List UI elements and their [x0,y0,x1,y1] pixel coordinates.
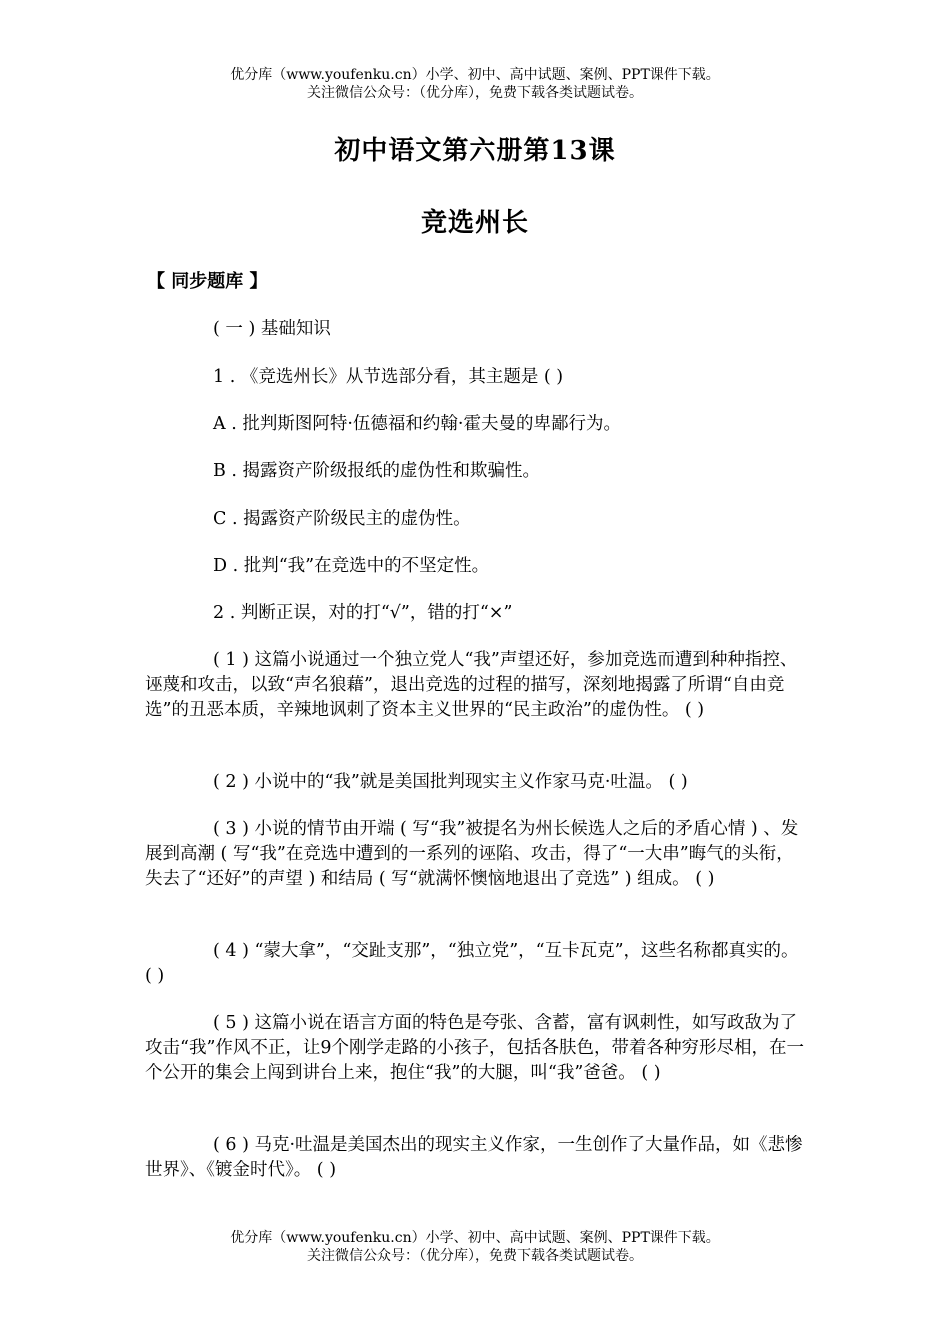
footer-line-2: 关注微信公众号：（优分库），免费下载各类试题试卷。 [307,1248,643,1264]
header-line-1: 优分库（www.youfenku.cn）小学、初中、高中试题、案例、PPT课件下载。 [230,67,720,83]
page-footer [0,1229,950,1265]
lesson-title: 竞选州长 [420,208,529,238]
question-1-option-b: B . 揭露资产阶级报纸的虚伪性和欺骗性。 [213,461,541,481]
section-tag: 【 同步题库 】 [147,271,268,292]
question-1-stem: 1 . 《竞选州长》从节选部分看，其主题是 ( ) [213,367,564,387]
header-line-2: 关注微信公众号：（优分库），免费下载各类试题试卷。 [307,85,643,101]
part-heading: ( 一 ) 基础知识 [213,319,331,339]
question-1-option-c: C . 揭露资产阶级民主的虚伪性。 [213,509,471,529]
question-2-item-1: ( 1 ) 这篇小说通过一个独立党人“我”声望还好，参加竞选而遭到种种指控、诬蔑和攻击，以致“声名狼藉”，退出竞选的过程的描写，深刻地揭露了所谓“自由竞选”的丑恶本质，辛辣地讽刺了资本主义世界的“民主政治”的虚伪性。 ( ) [145,650,798,720]
question-2-item-2: ( 2 ) 小说中的“我”就是美国批判现实主义作家马克·吐温。 ( ) [213,772,688,792]
question-2-item-6: ( 6 ) 马克·吐温是美国杰出的现实主义作家，一生创作了大量作品，如《悲惨世界》、《镀金时代》。 ( ) [145,1135,803,1180]
document-title: 初中语文第六册第13课 [334,136,616,166]
question-2-item-3: ( 3 ) 小说的情节由开端 ( 写“我”被提名为州长候选人之后的矛盾心情 ) 、发展到高潮 ( 写“我”在竞选中遭到的一系列的诬陷、攻击，得了“一大串”晦气的头衔，失去了“还好”的声望 ) 和结局 ( 写“就满怀懊恼地退出了竞选” ) 组成。 ( ) [145,819,799,889]
question-1-option-d: D . 批判“我”在竞选中的不坚定性。 [213,556,490,576]
footer-line-1: 优分库（www.youfenku.cn）小学、初中、高中试题、案例、PPT课件下载。 [230,1230,720,1246]
question-2-item-5: ( 5 ) 这篇小说在语言方面的特色是夸张、含蓄，富有讽刺性，如写政敌为了攻击“我”作风不正，让9个刚学走路的小孩子，包括各肤色，带着各种穷形尽相，在一个公开的集会上闯到讲台上来，抱住“我”的大腿，叫“我”爸爸。 ( ) [145,1013,805,1083]
question-1-option-a: A . 批判斯图阿特·伍德福和约翰·霍夫曼的卑鄙行为。 [213,414,621,434]
question-2-item-4: ( 4 ) “蒙大拿”，“交趾支那”，“独立党”，“互卡瓦克”，这些名称都真实的。 ( ) [145,941,799,986]
page-header [0,66,950,102]
question-2-stem: 2 . 判断正误，对的打“√”，错的打“×” [213,603,513,623]
